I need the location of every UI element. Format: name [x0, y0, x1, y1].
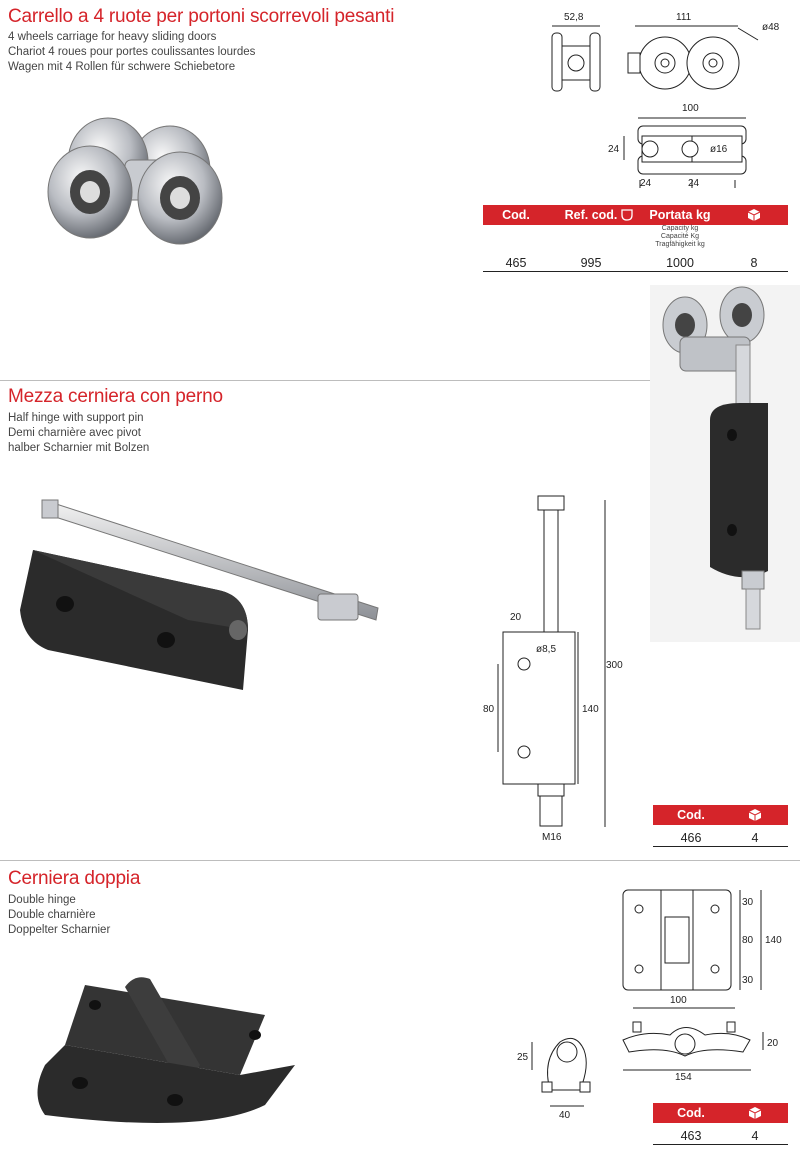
dim-height: 140	[765, 935, 782, 946]
table-header-half-hinge	[653, 805, 788, 825]
subtitle-de: halber Scharnier mit Bolzen	[8, 442, 150, 454]
dim-open-width: 154	[675, 1072, 692, 1083]
table-header-double-hinge	[653, 1103, 788, 1123]
subtitle-en: Half hinge with support pin	[8, 412, 144, 424]
col-cod: Cod.	[677, 808, 705, 822]
dim-plan-length: 100	[682, 103, 699, 114]
dim-body-length: 140	[582, 704, 599, 715]
dim-bottom: 30	[742, 975, 754, 986]
dim-hole: ø8,5	[536, 644, 557, 655]
dim-spacing-1: 24	[640, 178, 652, 189]
assembled-product-photo	[650, 285, 800, 642]
dim-width: 100	[670, 995, 687, 1006]
dim-thickness: 20	[767, 1038, 779, 1049]
subtitle-fr: Double charnière	[8, 909, 96, 921]
carriage-photo	[30, 110, 250, 260]
dim-side-width: 40	[559, 1110, 571, 1121]
dim-width: 52,8	[564, 12, 584, 23]
double-hinge-plan-drawing	[615, 990, 795, 1083]
subtitle-en: 4 wheels carriage for heavy sliding doors	[8, 31, 217, 43]
capacity-note-de: Tragfähigkeit kg	[655, 241, 705, 248]
dim-top: 30	[742, 897, 754, 908]
table-row: 465 995 1000 8	[483, 253, 788, 272]
half-hinge-technical-drawing	[480, 490, 630, 845]
section-title-half-hinge: Mezza cerniera con perno	[8, 386, 223, 407]
section-title-carriage: Carrello a 4 ruote per portoni scorrevoli pesanti	[8, 6, 395, 27]
double-hinge-photo	[25, 965, 305, 1135]
box-icon	[748, 808, 762, 822]
capacity-note-en: Capacity kg	[661, 225, 699, 232]
dim-hole-diameter: ø16	[710, 144, 728, 155]
carriage-technical-drawing	[540, 8, 790, 198]
subtitle-fr: Demi charnière avec pivot	[8, 427, 141, 439]
shield-icon	[621, 209, 633, 221]
dim-total-length: 300	[606, 660, 623, 671]
section-title-double-hinge: Cerniera doppia	[8, 868, 141, 889]
col-cod: Cod.	[677, 1106, 705, 1120]
half-hinge-photo	[8, 490, 388, 710]
double-hinge-side-drawing	[512, 1030, 602, 1120]
section-divider	[0, 380, 650, 381]
col-ref-cod: Ref. cod.	[564, 208, 618, 222]
dim-spacing-2: 24	[688, 178, 700, 189]
table-row: 463 4	[653, 1126, 788, 1145]
box-icon	[748, 1106, 762, 1120]
dim-plan-height: 24	[608, 144, 620, 155]
dim-side-height: 25	[517, 1052, 529, 1063]
table-header-carriage	[483, 205, 788, 225]
table-row: 466 4	[653, 828, 788, 847]
dim-wheel-diameter: ø48	[762, 22, 780, 33]
subtitle-en: Double hinge	[8, 894, 76, 906]
dim-hole-spacing: 80	[483, 704, 495, 715]
dim-middle: 80	[742, 935, 754, 946]
box-icon	[747, 208, 761, 222]
subtitle-de: Doppelter Scharnier	[8, 924, 111, 936]
dim-offset: 20	[510, 612, 522, 623]
col-capacity: Portata kg	[649, 208, 711, 222]
subtitle-de: Wagen mit 4 Rollen für schwere Schiebetore	[8, 61, 236, 73]
double-hinge-front-drawing	[615, 885, 795, 1000]
dim-length: 111	[676, 12, 692, 23]
col-cod: Cod.	[502, 208, 530, 222]
subtitle-fr: Chariot 4 roues pour portes coulissantes lourdes	[8, 46, 256, 58]
capacity-note-fr: Capacité Kg	[660, 233, 700, 240]
dim-thread: M16	[542, 832, 562, 843]
section-divider	[0, 860, 800, 861]
